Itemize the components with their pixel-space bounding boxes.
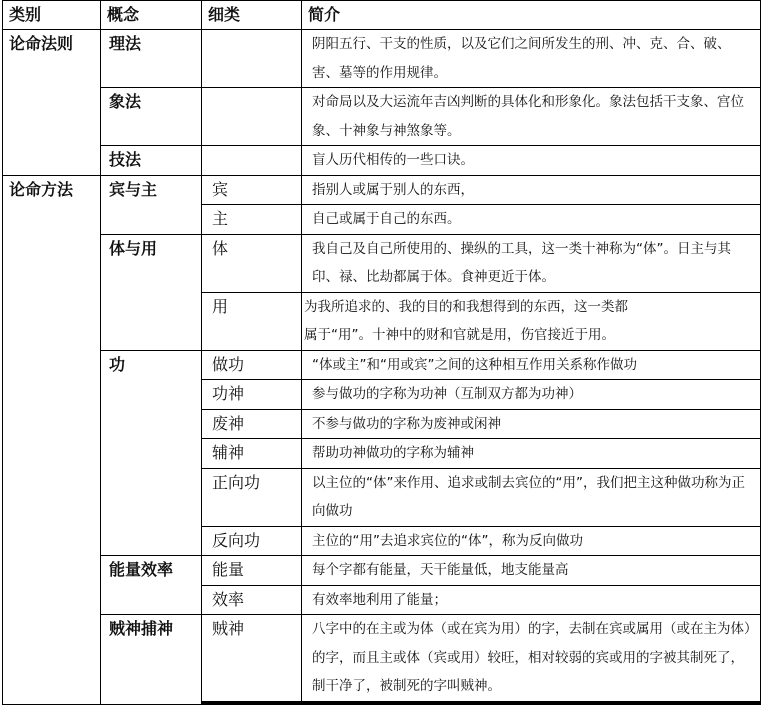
desc-fanxiang: 主位的“用”去追求宾位的“体”，称为反向做功 <box>302 526 761 556</box>
desc-li: 阴阳五行、干支的性质，以及它们之间所发生的刑、冲、克、合、破、害、墓等的作用规律。 <box>302 30 761 88</box>
desc-feishen: 不参与做功的字称为废神或闲神 <box>302 409 761 439</box>
sub-feishen: 废神 <box>202 409 302 439</box>
table-row <box>3 175 761 205</box>
concept-xiang: 象法 <box>101 88 202 146</box>
concept-table <box>2 0 761 705</box>
sub-gongshen: 功神 <box>202 380 302 410</box>
category-rules: 论命法则 <box>3 30 101 176</box>
header-category: 类别 <box>3 1 101 30</box>
desc-empty <box>302 703 761 704</box>
sub-yong: 用 <box>202 292 302 350</box>
concept-tiyong: 体与用 <box>101 234 202 350</box>
concept-binzhu: 宾与主 <box>101 175 202 234</box>
concept-zeishen: 贼神捕神 <box>101 615 202 705</box>
sub-empty <box>202 703 302 704</box>
desc-bin: 指别人或属于别人的东西， <box>302 175 761 205</box>
desc-fushen: 帮助功神做功的字称为辅神 <box>302 439 761 469</box>
table-row <box>3 350 761 380</box>
desc-neng: 每个字都有能量，天干能量低，地支能量高 <box>302 556 761 586</box>
desc-xiang: 对命局以及大运流年吉凶判断的具体化和形象化。象法包括干支象、宫位象、十神象与神煞象等。 <box>302 88 761 146</box>
concept-ji: 技法 <box>101 146 202 176</box>
desc-yong-line2: 属于“用”。十神中的财和官就是用，伤官接近于用。 <box>304 327 615 343</box>
sub-zei: 贼神 <box>202 615 302 702</box>
desc-ti: 我自己及自己所使用的、操纵的工具，这一类十神称为“体”。日主与其印、禄、比劫都属于体。食神更近于体。 <box>302 234 761 292</box>
desc-zhu: 自己或属于自己的东西。 <box>302 205 761 235</box>
concept-gong: 功 <box>101 350 202 556</box>
table-row <box>3 556 761 586</box>
sub-ti: 体 <box>202 234 302 292</box>
table-row <box>3 88 761 146</box>
header-concept: 概念 <box>101 1 202 30</box>
table-row <box>3 30 761 88</box>
table-row <box>3 615 761 702</box>
desc-zei: 八字中的在主或为体（或在宾为用）的字，去制在宾或属用（或在主为体）的字，而且主或体（宾或用）较旺，相对较弱的宾或用的字被其制死了，制干净了，被制死的字叫贼神。 <box>302 615 761 702</box>
desc-yong-line1: 为我所追求的、我的目的和我想得到的东西，这一类都 <box>304 298 628 315</box>
sub-empty <box>202 30 302 88</box>
sub-zhu: 主 <box>202 205 302 235</box>
category-methods: 论命方法 <box>3 175 101 704</box>
concept-li: 理法 <box>101 30 202 88</box>
desc-ji: 盲人历代相传的一些口诀。 <box>302 146 761 176</box>
concept-nengliang: 能量效率 <box>101 556 202 615</box>
sub-bin: 宾 <box>202 175 302 205</box>
header-subcategory: 细类 <box>202 1 302 30</box>
sub-zuogong: 做功 <box>202 350 302 380</box>
sub-fushen: 辅神 <box>202 439 302 469</box>
desc-zhengxiang: 以主位的“体”来作用、追求或制去宾位的“用”，我们把主这种做功称为正向做功 <box>302 468 761 526</box>
sub-empty <box>202 146 302 176</box>
sub-empty <box>202 88 302 146</box>
table-row <box>3 146 761 176</box>
sub-xiao: 效率 <box>202 585 302 615</box>
header-row <box>3 1 761 30</box>
sub-zhengxiang: 正向功 <box>202 468 302 526</box>
sub-neng: 能量 <box>202 556 302 586</box>
header-intro: 简介 <box>302 1 761 30</box>
desc-yong <box>302 292 761 350</box>
desc-gongshen: 参与做功的字称为功神（互制双方都为功神） <box>302 380 761 410</box>
table-row <box>3 234 761 292</box>
desc-xiao: 有效率地利用了能量； <box>302 585 761 615</box>
desc-zuogong: “体或主”和“用或宾”之间的这种相互作用关系称作做功 <box>302 350 761 380</box>
sub-fanxiang: 反向功 <box>202 526 302 556</box>
